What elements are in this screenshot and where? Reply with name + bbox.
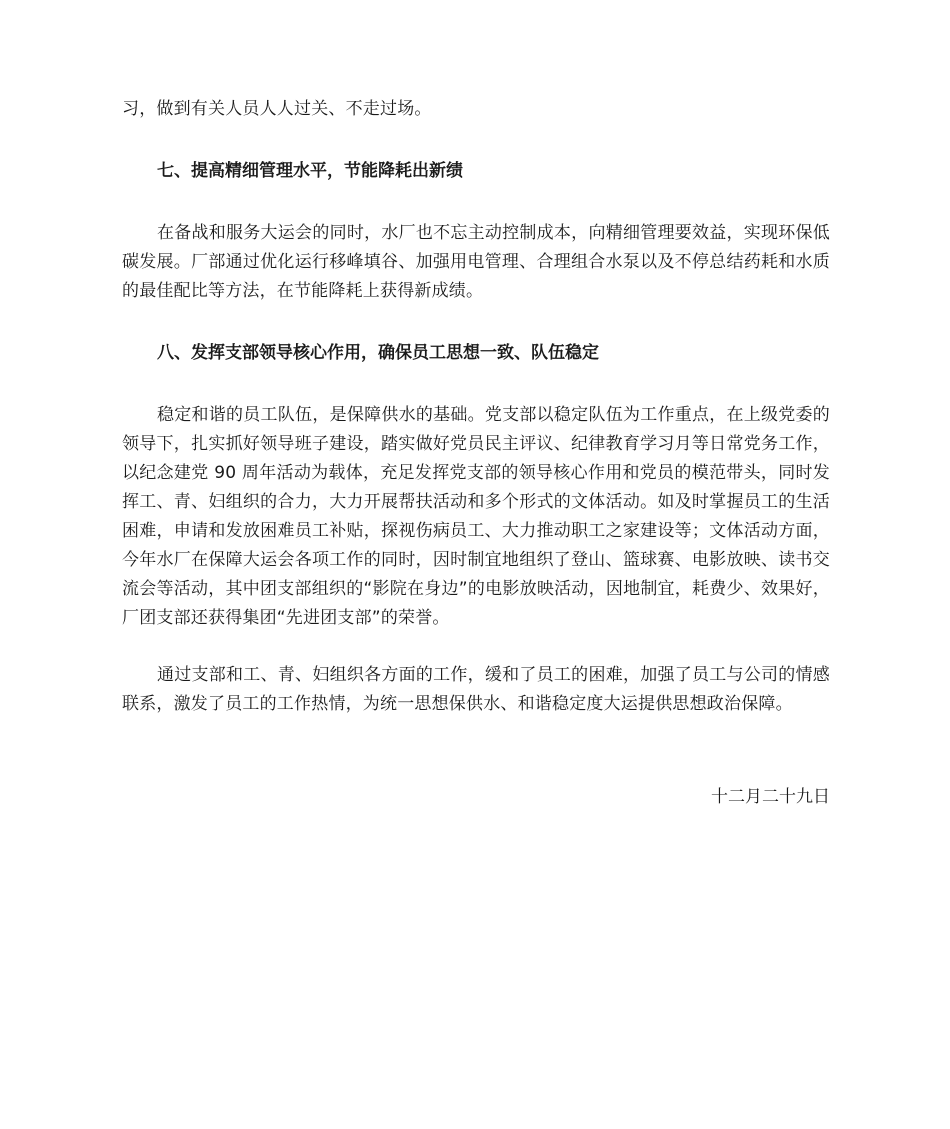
section-8-body-paragraph-2: 通过支部和工、青、妇组织各方面的工作，缓和了员工的困难，加强了员工与公司的情感联系，激发了员工的工作热情，为统一思想保供水、和谐稳定度大运提供思想政治保障。	[122, 665, 830, 714]
section-7-body: 在备战和服务大运会的同时，水厂也不忘主动控制成本，向精细管理要效益，实现环保低碳发展。厂部通过优化运行移峰填谷、加强用电管理、合理组合水泵以及不停总结药耗和水质的最佳配比等方法，在节能降耗上获得新成绩。	[122, 223, 830, 301]
document-date: 十二月二十九日	[711, 787, 830, 807]
section-7-heading: 七、提高精细管理水平，节能降耗出新绩	[157, 161, 463, 181]
section-8-heading: 八、发挥支部领导核心作用，确保员工思想一致、队伍稳定	[157, 343, 599, 363]
continued-paragraph: 习，做到有关人员人人过关、不走过场。	[122, 99, 432, 119]
section-8-body-paragraph-1: 稳定和谐的员工队伍，是保障供水的基础。党支部以稳定队伍为工作重点，在上级党委的领导下，扎实抓好领导班子建设，踏实做好党员民主评议、纪律教育学习月等日常党务工作，以纪念建党 90 周年活动为载体，充足发挥党支部的领导核心作用和党员的模范带头，同时发挥工、青、妇组织的合力，大力开展帮扶活动和多个形式的文体活动。如及时掌握员工的生活困难，申请和发放困难员工补贴，探视伤病员工、大力推动职工之家建设等；文体活动方面，今年水厂在保障大运会各项工作的同时，因时制宜地组织了登山、篮球赛、电影放映、读书交流会等活动，其中团支部组织的“影院在身边”的电影放映活动，因地制宜，耗费少、效果好，厂团支部还获得集团“先进团支部”的荣誉。	[122, 405, 830, 628]
